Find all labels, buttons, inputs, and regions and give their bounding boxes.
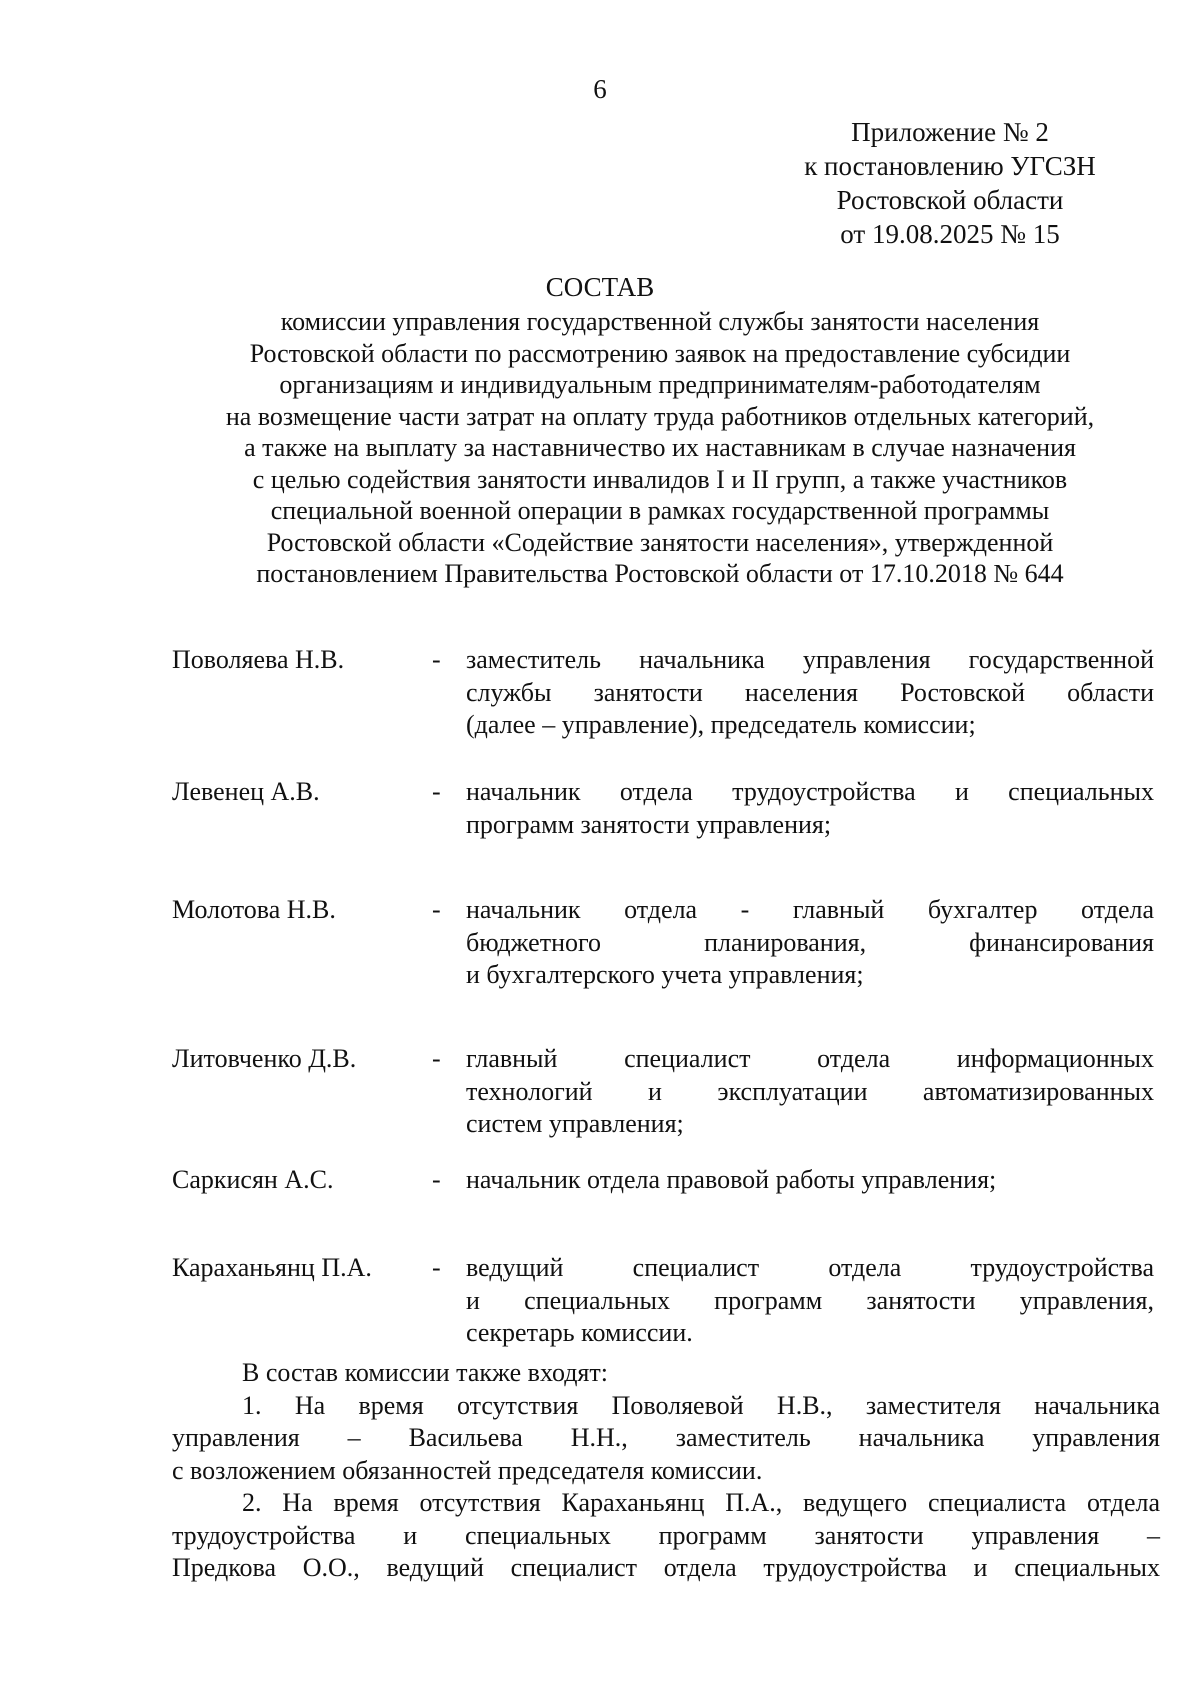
member-dash: - bbox=[432, 777, 441, 806]
subtitle-line: постановлением Правительства Ростовской области от 17.10.2018 № 644 bbox=[256, 559, 1064, 588]
page-number: 6 bbox=[593, 74, 607, 104]
subtitle-line: на возмещение части затрат на оплату труда работников отдельных категорий, bbox=[225, 401, 1095, 431]
subtitle-line: с целью содействия занятости инвалидов I и II групп, а также участников bbox=[252, 464, 1068, 494]
appendix-header bbox=[780, 115, 1120, 251]
role-line: (далее – управление), председатель комиссии; bbox=[466, 710, 976, 739]
subtitle-line: Ростовской области «Содействие занятости населения», утвержденной bbox=[266, 527, 1054, 557]
closing-intro: В состав комиссии также входят: bbox=[242, 1358, 608, 1387]
member-role bbox=[466, 1252, 1154, 1350]
document-subtitle bbox=[140, 306, 1180, 590]
subtitle-line: комиссии управления государственной службы занятости населения bbox=[280, 307, 1040, 336]
role-line: и специальных программ занятости управления, bbox=[466, 1285, 1154, 1315]
role-line: главный специалист отдела информационных bbox=[466, 1044, 1154, 1073]
paragraph-line: 2. На время отсутствия Караханьянц П.А., ведущего специалиста отдела bbox=[242, 1488, 1160, 1517]
role-line: начальник отдела трудоустройства и специальных bbox=[466, 777, 1154, 806]
role-line: ведущий специалист отдела трудоустройства bbox=[466, 1253, 1154, 1282]
paragraph-line: трудоустройства и специальных программ занятости управления – bbox=[172, 1520, 1160, 1550]
member-dash: - bbox=[432, 1044, 441, 1073]
appendix-line: Ростовской области bbox=[836, 185, 1064, 215]
member-role bbox=[466, 644, 1154, 742]
role-line: программ занятости управления; bbox=[466, 809, 832, 839]
role-line: секретарь комиссии. bbox=[466, 1318, 693, 1347]
closing-section bbox=[172, 1357, 1160, 1585]
member-dash: - bbox=[432, 1165, 441, 1194]
member-role bbox=[466, 894, 1154, 992]
subtitle-line: организациям и индивидуальным предпринимателям-работодателям bbox=[279, 370, 1041, 399]
member-name: Караханьянц П.А. bbox=[172, 1253, 372, 1282]
member-name: Литовченко Д.В. bbox=[172, 1044, 357, 1073]
member-dash: - bbox=[432, 895, 441, 924]
member-dash: - bbox=[432, 645, 441, 674]
role-line: технологий и эксплуатации автоматизированных bbox=[466, 1076, 1154, 1106]
appendix-line: от 19.08.2025 № 15 bbox=[840, 219, 1060, 249]
document-title: СОСТАВ bbox=[545, 272, 655, 302]
member-name: Левенец А.В. bbox=[172, 777, 320, 806]
role-line: начальник отдела - главный бухгалтер отдела bbox=[466, 895, 1154, 924]
subtitle-line: специальной военной операции в рамках государственной программы bbox=[270, 496, 1050, 525]
subtitle-line: а также на выплату за наставничество их наставникам в случае назначения bbox=[244, 433, 1076, 462]
role-line: систем управления; bbox=[466, 1109, 684, 1138]
member-role bbox=[466, 1043, 1154, 1141]
member-role bbox=[466, 776, 1154, 841]
role-line: заместитель начальника управления государственной bbox=[466, 645, 1154, 674]
member-role bbox=[466, 1164, 1154, 1197]
role-line: службы занятости населения Ростовской области bbox=[466, 677, 1154, 707]
member-name: Молотова Н.В. bbox=[172, 895, 336, 924]
member-name: Саркисян А.С. bbox=[172, 1165, 334, 1194]
role-line: бюджетного планирования, финансирования bbox=[466, 927, 1154, 957]
appendix-line: Приложение № 2 bbox=[851, 117, 1049, 147]
role-line: начальник отдела правовой работы управления; bbox=[466, 1165, 997, 1194]
subtitle-line: Ростовской области по рассмотрению заявок на предоставление субсидии bbox=[249, 338, 1071, 368]
paragraph-line: 1. На время отсутствия Поволяевой Н.В., заместителя начальника bbox=[242, 1390, 1160, 1420]
member-dash: - bbox=[432, 1253, 441, 1282]
member-name: Поволяева Н.В. bbox=[172, 645, 345, 674]
paragraph-line: с возложением обязанностей председателя комиссии. bbox=[172, 1455, 763, 1485]
appendix-line: к постановлению УГСЗН bbox=[804, 151, 1096, 181]
paragraph-line: управления – Васильева Н.Н., заместитель начальника управления bbox=[172, 1423, 1160, 1452]
paragraph-line: Предкова О.О., ведущий специалист отдела трудоустройства и специальных bbox=[172, 1553, 1160, 1582]
role-line: и бухгалтерского учета управления; bbox=[466, 960, 864, 989]
